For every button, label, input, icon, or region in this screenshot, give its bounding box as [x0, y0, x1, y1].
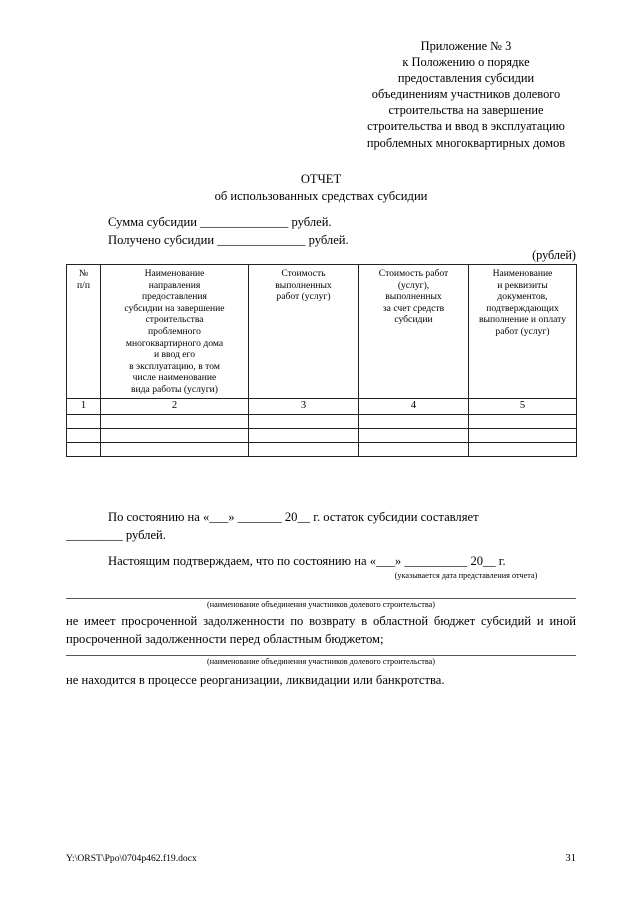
signature-rule-2	[66, 655, 576, 656]
signature-rule-1	[66, 598, 576, 599]
column-number-4: 4	[359, 398, 469, 414]
paragraph-confirmation: Настоящим подтверждаем, что по состоянию на «___» __________ 20__ г.	[108, 554, 506, 568]
table-cell[interactable]	[67, 442, 101, 456]
table-header-cell-2	[101, 265, 249, 399]
caption-report-date: (указывается дата представления отчета)	[394, 571, 538, 580]
table-cell[interactable]	[249, 414, 359, 428]
appendix-header-line-4: объединениям участников долевого	[371, 87, 561, 102]
table-header-cell-4	[359, 265, 469, 399]
column-number-3: 3	[249, 398, 359, 414]
hdr-2-line-1: Наименование	[144, 268, 205, 279]
column-number-5: 5	[469, 398, 577, 414]
appendix-header-line-6: строительства и ввод в эксплуатацию	[367, 119, 565, 134]
hdr-2-line-8: и ввод его	[153, 349, 196, 361]
table-row[interactable]	[67, 414, 577, 428]
hdr-2-line-4: субсидии на завершение	[124, 302, 225, 314]
table-header-cell-1	[67, 265, 101, 399]
table-cell[interactable]	[249, 442, 359, 456]
hdr-5-line-6: работ (услуг)	[495, 325, 550, 337]
table-cell[interactable]	[469, 428, 577, 442]
table-header-row	[67, 265, 577, 399]
table-header-cell-3	[249, 265, 359, 399]
appendix-header-line-7: проблемных многоквартирных домов	[366, 135, 566, 150]
table-cell[interactable]	[469, 442, 577, 456]
appendix-header-line-3: предоставления субсидии	[397, 71, 535, 86]
table-header-cell-5	[469, 265, 577, 399]
page-title: ОТЧЕТ	[300, 172, 342, 186]
page-subtitle: об использованных средствах субсидии	[214, 189, 428, 203]
hdr-4-line-1: Стоимость работ	[378, 268, 449, 279]
hdr-2-line-5: строительства	[145, 314, 204, 326]
hdr-5-line-4: подтверждающих	[486, 302, 559, 314]
paragraph-remainder-line-2: _________ рублей.	[66, 527, 166, 542]
paragraph-remainder	[66, 509, 576, 544]
subsidy-received-label: Получено субсидии	[108, 232, 215, 247]
hdr-2-line-3: предоставления	[142, 291, 207, 303]
table-column-number-row	[67, 398, 577, 414]
hdr-4-line-3: выполненных	[385, 291, 442, 303]
column-number-1: 1	[67, 398, 101, 414]
hdr-5-line-5: выполнение и оплату	[478, 314, 566, 326]
caption-organisation-2: (наименование объединения участников долевого строительства)	[207, 657, 435, 666]
footer-file-path: Y:\ORST\Рро\0704р462.f19.docx	[66, 853, 197, 864]
paragraph-no-reorganisation: не находится в процессе реорганизации, ликвидации или банкротства.	[66, 673, 445, 687]
appendix-header-line-1: Приложение № 3	[420, 39, 512, 53]
table-cell[interactable]	[359, 414, 469, 428]
subsidy-received-blank[interactable]: ______________	[217, 232, 306, 247]
table-cell[interactable]	[67, 428, 101, 442]
table-row[interactable]	[67, 442, 577, 456]
hdr-3-line-1: Стоимость	[281, 268, 326, 279]
hdr-4-line-4: за счет средств	[382, 302, 445, 314]
table-cell[interactable]	[359, 442, 469, 456]
hdr-5-line-2: и реквизиты	[497, 279, 548, 291]
hdr-5-line-3: документов,	[497, 291, 548, 303]
table-cell[interactable]	[101, 428, 249, 442]
hdr-1-line-1: №	[78, 268, 89, 279]
hdr-4-line-5: субсидии	[394, 314, 433, 326]
table-cell[interactable]	[469, 414, 577, 428]
paragraph-no-debt: не имеет просроченной задолженности по возврату в областной бюджет субсидий и иной просроченной задолженности перед областным бюджетом;	[66, 614, 576, 646]
report-table	[66, 264, 577, 457]
subsidy-sum-label: Сумма субсидии	[108, 215, 197, 229]
table-cell[interactable]	[249, 428, 359, 442]
subsidy-received-unit: рублей.	[308, 232, 349, 247]
footer-page-number: 31	[565, 853, 576, 864]
subsidy-sum-line	[108, 214, 349, 232]
hdr-2-line-6: проблемного	[148, 325, 201, 337]
hdr-4-line-2: (услуг),	[397, 279, 430, 291]
hdr-2-line-11: вида работы (услуги)	[131, 383, 218, 395]
table-cell[interactable]	[359, 428, 469, 442]
subsidy-amount-lines	[108, 214, 349, 249]
table-row[interactable]	[67, 428, 577, 442]
hdr-2-line-2: направления	[148, 279, 201, 291]
hdr-3-line-2: выполненных	[275, 279, 332, 291]
table-cell[interactable]	[101, 414, 249, 428]
paragraph-remainder-line-1: По состоянию на «___» _______ 20__ г. остаток субсидии составляет	[108, 510, 479, 524]
hdr-3-line-3: работ (услуг)	[276, 291, 331, 303]
table-cell[interactable]	[67, 414, 101, 428]
hdr-2-line-7: многоквартирного дома	[125, 337, 224, 349]
appendix-header-line-2: к Положению о порядке	[402, 55, 530, 70]
hdr-5-line-1: Наименование	[492, 268, 553, 279]
subsidy-sum-blank[interactable]: ______________	[200, 215, 289, 229]
hdr-2-line-10: числе наименование	[132, 372, 217, 384]
table-cell[interactable]	[101, 442, 249, 456]
units-note: (рублей)	[532, 248, 576, 262]
appendix-header-line-5: строительства на завершение	[388, 103, 544, 118]
subsidy-sum-unit: рублей.	[291, 215, 332, 229]
hdr-2-line-9: в эксплуатацию, в том	[129, 360, 220, 372]
appendix-header	[340, 38, 592, 151]
subsidy-received-line	[108, 232, 349, 250]
hdr-1-line-2: п/п	[77, 279, 90, 291]
column-number-2: 2	[101, 398, 249, 414]
caption-organisation-1: (наименование объединения участников долевого строительства)	[207, 600, 435, 609]
